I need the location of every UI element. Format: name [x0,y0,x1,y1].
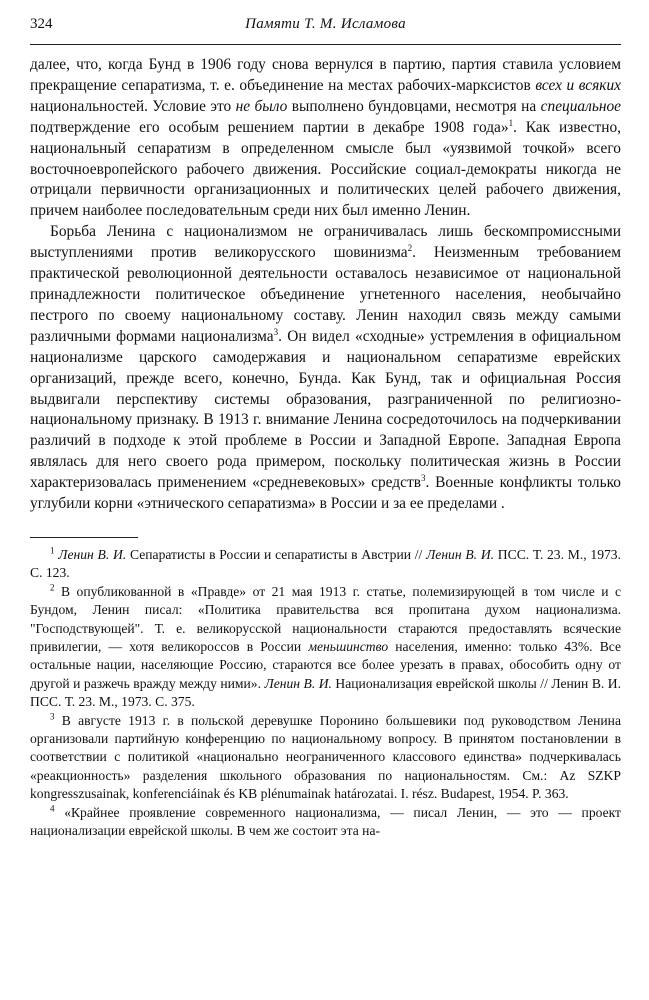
text-run: . Неизменным требованием практической революционной деятельности оставалось независимое от национальной принадлежности политическое объединение угнетенного населения, необычайно пестрого по своему национальному составу. Ленин находил связь между самыми различными формами национализма [30,244,621,345]
footnote-divider [30,537,138,538]
paragraph-2 [30,222,621,515]
text-run: . Он видел «сходные» устремления в официальном национализме царского самодержавия и национальном сепаратизме еврейских организаций, прежде всего, конечно, Бунда. Как Бунд, так и официальная Россия выдвигали перспективу системы образования, разграниченной по религиозно-национальному признаку. В 1913 г. внимание Ленина сосредоточилось на подчеркивании различий в подходе к этой проблеме в России и Западной Европе. Западная Европа являлась для него своего рода примером, поскольку политическая жизнь в России характеризовалась применением «средневековых» средств [30,327,621,492]
text-run: «Крайнее проявление современного национализма, — писал Ленин, — это — проект национализации еврейской школы. В чем же состоит эта на- [30,804,621,839]
italic-run: специальное [540,97,621,115]
footnote-ref-2: 2 [407,243,413,254]
text-run: В опубликованной в «Правде» от 21 мая 1913 г. статье, полемизирующей в том числе и с Бундом, Ленин писал: «Политика правительства вся пропитана духом национализма. "Господствующей". Т. е. великорусской национальности стараются предоставлять всяческие привилегии, — хотя великороссов в России [30,583,621,654]
footnote-4 [30,804,621,841]
text-run: В августе 1913 г. в польской деревушке Поронино большевики под руководством Ленина организовали партийную конференцию по национальному вопросу. В принятом постановлении в соответствии с политикой «национально неограниченного классового единства» подчеркивалась «реакционность» разделения школьного образования по национальностям. См.: Az SZKP kongresszusainak, konferenciáinak és KB plénumainak határozatai. I. rész. Budapest, 1954. P. 363. [30,712,621,802]
footnote-2 [30,583,621,712]
text-run: населения, именно: только 43%. Все остальные нации, населяющие Россию, стараются все более урезать в правах, обособить одну от другой и разжечь вражду между ними». [30,638,621,691]
text-run: Сепаратисты в России и сепаратисты в Австрии // [126,546,427,562]
text-run: . Военные конфликты только углубили корни «этнического сепаратизма» в России и за ее пределами . [30,474,621,513]
italic-run: меньшинство [308,638,389,654]
italic-run: Ленин В. И. [426,546,495,562]
running-head [30,0,621,45]
text-run: подтверждение его особым решением партии в декабре 1908 года» [30,118,509,136]
footnote-3 [30,712,621,804]
italic-run: не было [235,97,288,115]
running-title: Памяти Т. М. Исламова [245,16,406,32]
page-number: 324 [30,16,53,32]
footnote-number: 1 [50,545,55,556]
text-run: выполнено бундовцами, несмотря на [287,97,541,115]
body-text [30,55,621,515]
italic-run: всех и всяких [535,76,621,94]
text-run: Борьба Ленина с национализмом не ограничивалась лишь бескомпромиссными выступлениями против великорусского шовинизма [30,223,621,262]
paragraph-1 [30,55,621,222]
text-run: Национализация еврейской школы // Ленин В. И. ПСС. Т. 23. М., 1973. С. 375. [30,675,621,710]
text-run: . Как известно, национальный сепаратизм в определенном смысле был «уязвимой точкой» всего восточноевропейского рабочего движения. Российские социал-демократы никогда не отрицали первичности организационных и политических целей рабочего движения, причем наиболее последовательным среди них был именно Ленин. [30,118,621,220]
italic-run: Ленин В. И. [58,546,127,562]
footnote-ref-1: 1 [508,117,514,128]
text-run: далее, что, когда Бунд в 1906 году снова вернулся в партию, партия ставила условием прекращение сепаратизма, т. е. объединение на местах рабочих-марксистов [30,56,621,94]
footnote-ref-3b: 3 [420,473,426,483]
footnotes [30,546,621,841]
footnote-number: 3 [50,711,55,722]
footnote-ref-3: 3 [273,326,279,337]
footnote-number: 4 [50,803,55,814]
footnote-1 [30,546,621,583]
italic-run: Ленин В. И. [264,675,332,691]
text-run: ПСС. Т. 23. М., 1973. С. 123. [30,546,621,581]
text-run: национальностей. Условие это [30,97,236,115]
footnote-number: 2 [50,582,55,593]
